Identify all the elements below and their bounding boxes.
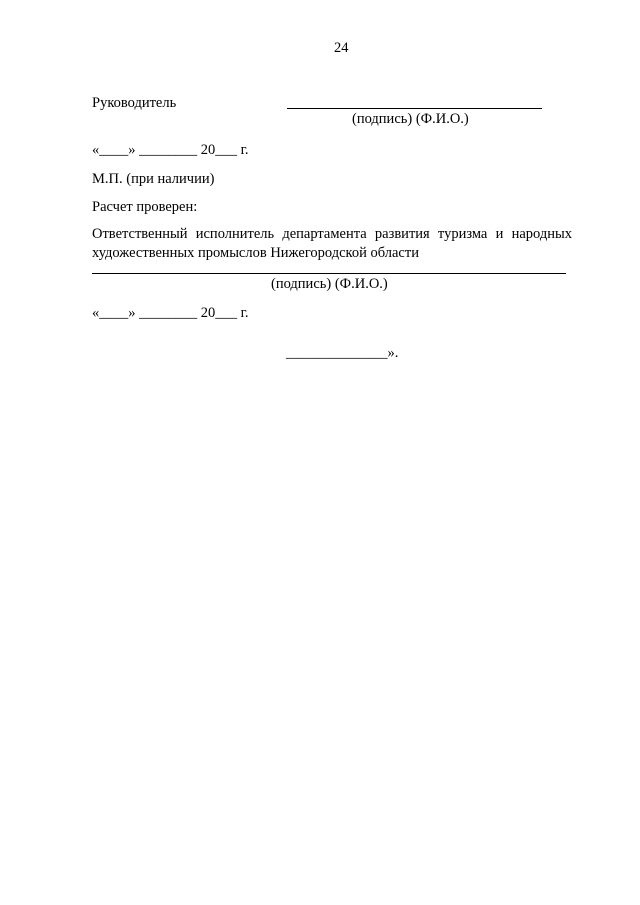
responsible-text: Ответственный исполнитель департамента развития туризма и народных художественных промыслов Нижегородской области: [92, 226, 572, 261]
head-signature-caption: (подпись) (Ф.И.О.): [352, 111, 469, 127]
page-number: 24: [334, 40, 349, 56]
head-signature-line: [287, 108, 542, 109]
closing-line: ______________».: [286, 345, 399, 361]
responsible-signature-line: [92, 273, 566, 274]
checked-label: Расчет проверен:: [92, 199, 198, 215]
head-label: Руководитель: [92, 95, 177, 111]
date-line-2: «____» ________ 20___ г.: [92, 305, 249, 321]
responsible-signature-caption: (подпись) (Ф.И.О.): [271, 276, 388, 292]
stamp-note: М.П. (при наличии): [92, 171, 215, 187]
date-line-1: «____» ________ 20___ г.: [92, 142, 249, 158]
